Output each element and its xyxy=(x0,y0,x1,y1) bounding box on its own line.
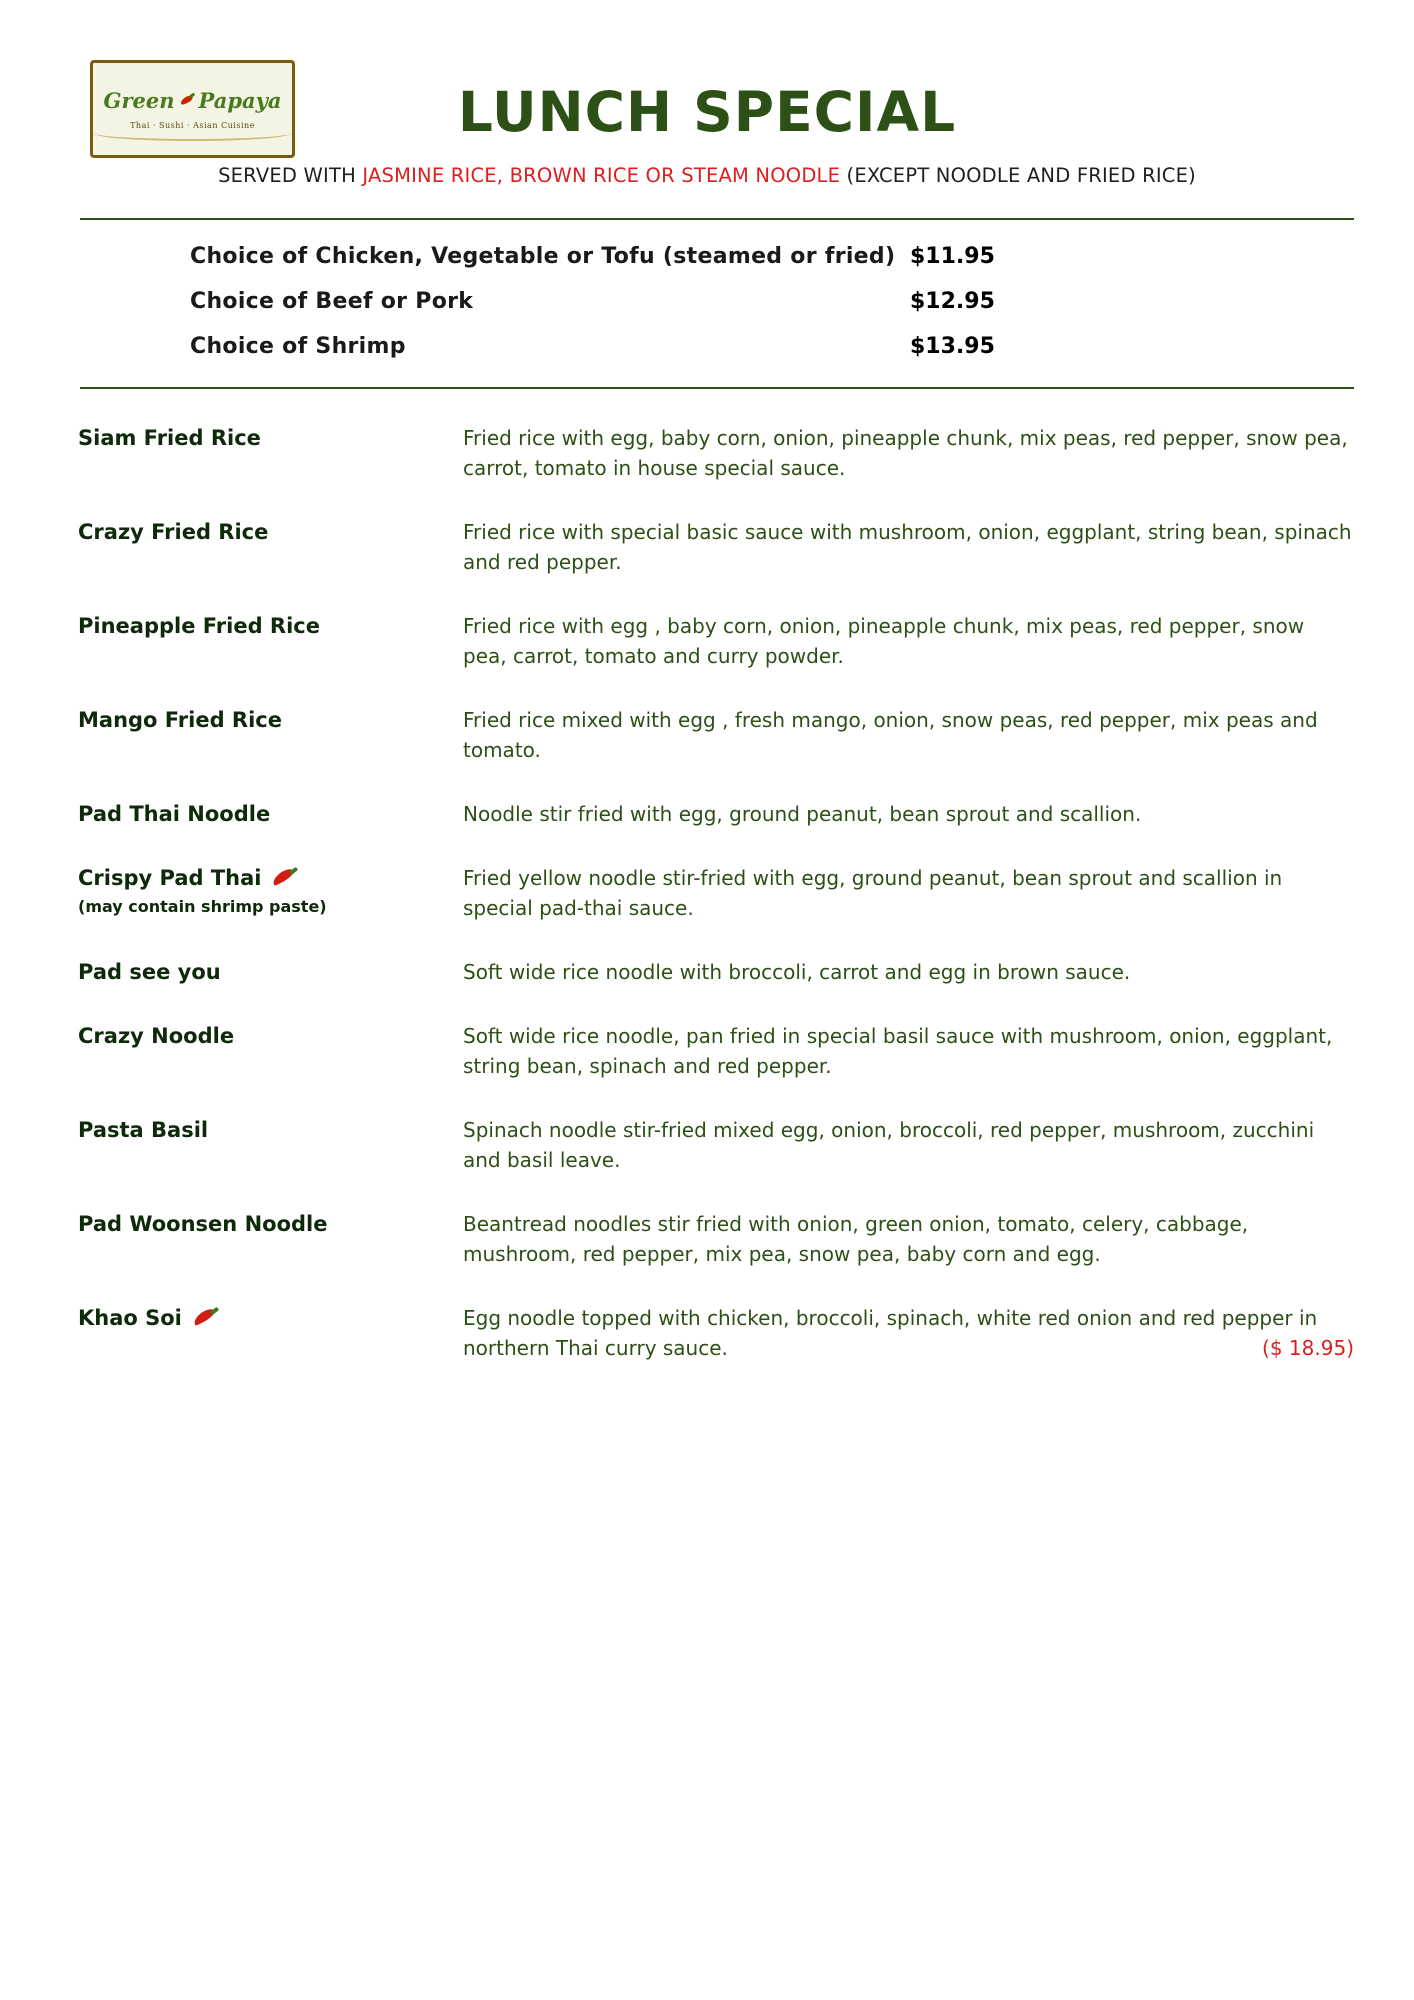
price-value: $12.95 xyxy=(910,289,995,314)
menu-item-name-block xyxy=(78,423,463,451)
menu-item-description: Soft wide rice noodle, pan fried in special basil sauce with mushroom, onion, eggplant, string bean, spinach and red pepper. xyxy=(463,1024,1333,1078)
menu-item-description: Egg noodle topped with chicken, broccoli, spinach, white red onion and red pepper in northern Thai curry sauce. xyxy=(463,1306,1318,1360)
menu-item-name: Pad see you xyxy=(78,960,221,984)
logo-word-green: Green xyxy=(103,88,175,113)
served-with-suffix: (EXCEPT NOODLE AND FRIED RICE) xyxy=(840,164,1196,187)
menu-item-name-block xyxy=(78,957,463,985)
menu-item xyxy=(78,957,1354,987)
menu-item-description: Fried yellow noodle stir-fried with egg, ground peanut, bean sprout and scallion in special pad-thai sauce. xyxy=(463,866,1283,920)
menu-item-description: Beantread noodles stir fried with onion, green onion, tomato, celery, cabbage, mushroom, red pepper, mix pea, snow pea, baby corn and egg. xyxy=(463,1212,1249,1266)
logo-word-papaya: Papaya xyxy=(198,88,282,113)
served-with-note xyxy=(0,164,1414,187)
menu-item-description: Soft wide rice noodle with broccoli, carrot and egg in brown sauce. xyxy=(463,960,1131,984)
menu-header xyxy=(0,0,1414,200)
menu-item-name-block xyxy=(78,1115,463,1143)
menu-item-description: Fried rice mixed with egg , fresh mango, onion, snow peas, red pepper, mix peas and tomato. xyxy=(463,708,1318,762)
served-with-highlight: JASMINE RICE, BROWN RICE OR STEAM NOODLE xyxy=(362,164,841,187)
menu-item-name-block xyxy=(78,1303,463,1331)
menu-item-description: Fried rice with special basic sauce with mushroom, onion, eggplant, string bean, spinach and red pepper. xyxy=(463,520,1352,574)
page-title: LUNCH SPECIAL xyxy=(457,80,957,144)
served-with-prefix: SERVED WITH xyxy=(218,164,363,187)
menu-item-name: Siam Fried Rice xyxy=(78,426,261,450)
price-row xyxy=(80,289,1354,314)
spicy-chili-icon xyxy=(190,1309,220,1327)
menu-item-name-block xyxy=(78,799,463,827)
menu-item-description: Fried rice with egg, baby corn, onion, pineapple chunk, mix peas, red pepper, snow pea, carrot, tomato in house special sauce. xyxy=(463,426,1348,480)
menu-item-name-block xyxy=(78,1021,463,1049)
price-table xyxy=(80,220,1354,387)
menu-item xyxy=(78,1303,1354,1363)
divider-bottom xyxy=(80,387,1354,389)
logo-wordmark xyxy=(104,88,282,113)
menu-item-description-wrap xyxy=(463,1303,1354,1363)
restaurant-logo xyxy=(90,60,295,158)
logo-tagline: Thai · Sushi · Asian Cuisine xyxy=(130,121,255,130)
price-row xyxy=(80,334,1354,359)
menu-item-name: Pineapple Fried Rice xyxy=(78,614,320,638)
price-value: $11.95 xyxy=(910,244,995,269)
menu-item-name-block xyxy=(78,705,463,733)
menu-item xyxy=(78,705,1354,765)
price-row xyxy=(80,244,1354,269)
logo-swoosh-decoration xyxy=(93,125,292,141)
menu-item xyxy=(78,517,1354,577)
menu-item xyxy=(78,1209,1354,1269)
menu-item-name-block xyxy=(78,1209,463,1237)
price-value: $13.95 xyxy=(910,334,995,359)
menu-item-name: Khao Soi xyxy=(78,1306,182,1330)
price-label: Choice of Shrimp xyxy=(190,334,406,359)
menu-item xyxy=(78,423,1354,483)
menu-item-note: (may contain shrimp paste) xyxy=(78,897,327,917)
menu-item-name: Pad Thai Noodle xyxy=(78,802,271,826)
menu-item-price: ($ 18.95) xyxy=(1262,1336,1354,1360)
menu-item xyxy=(78,611,1354,671)
menu-item-description: Spinach noodle stir-fried mixed egg, onion, broccoli, red pepper, mushroom, zucchini and basil leave. xyxy=(463,1118,1315,1172)
spicy-chili-icon xyxy=(269,869,299,887)
menu-item-description: Noodle stir fried with egg, ground peanut, bean sprout and scallion. xyxy=(463,802,1142,826)
menu-item-description: Fried rice with egg , baby corn, onion, pineapple chunk, mix peas, red pepper, snow pea, carrot, tomato and curry powder. xyxy=(463,614,1305,668)
menu-item-name: Pasta Basil xyxy=(78,1118,209,1142)
price-label: Choice of Beef or Pork xyxy=(190,289,474,314)
menu-item-name-block xyxy=(78,517,463,545)
chili-pepper-icon xyxy=(179,93,195,109)
menu-item-list xyxy=(78,423,1354,1363)
menu-item xyxy=(78,1021,1354,1081)
menu-item-name: Crispy Pad Thai xyxy=(78,866,262,890)
menu-item xyxy=(78,1115,1354,1175)
menu-item-name-block xyxy=(78,863,463,917)
menu-item-name: Crazy Fried Rice xyxy=(78,520,269,544)
menu-item-name-block xyxy=(78,611,463,639)
menu-item xyxy=(78,863,1354,923)
menu-item-name: Pad Woonsen Noodle xyxy=(78,1212,328,1236)
menu-item-name: Mango Fried Rice xyxy=(78,708,282,732)
menu-item-name: Crazy Noodle xyxy=(78,1024,235,1048)
price-label: Choice of Chicken, Vegetable or Tofu (steamed or fried) xyxy=(190,244,896,269)
menu-item xyxy=(78,799,1354,829)
